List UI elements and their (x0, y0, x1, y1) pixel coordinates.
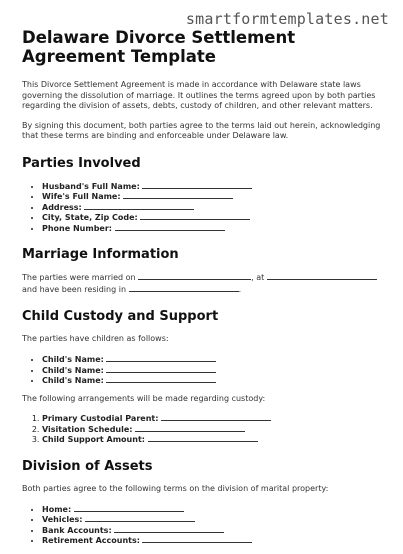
fill-in-blank[interactable] (123, 191, 233, 199)
fill-in-blank[interactable] (74, 504, 184, 512)
list-item (42, 223, 384, 234)
field-label: City, State, Zip Code: (42, 213, 138, 223)
parties-heading: Parties Involved (22, 155, 141, 171)
field-label: Primary Custodial Parent: (42, 414, 159, 424)
field-label: Child's Name: (42, 354, 104, 364)
fill-in-blank[interactable] (142, 535, 252, 543)
field-label: Child's Name: (42, 365, 104, 375)
field-label: Bank Accounts: (42, 525, 112, 535)
fill-in-blank[interactable] (135, 424, 245, 432)
assets-heading: Division of Assets (22, 459, 153, 475)
assets-intro: Both parties agree to the following terms on the division of marital property: (22, 484, 329, 494)
list-item (42, 354, 384, 365)
arrangements-list (22, 413, 384, 445)
list-item (42, 535, 384, 546)
fill-in-blank[interactable] (106, 365, 216, 373)
fill-in-blank[interactable] (148, 434, 258, 442)
marriage-date-line: The parties were married on , at (22, 272, 384, 284)
marriage-heading: Marriage Information (22, 247, 179, 263)
field-label: Child's Name: (42, 376, 104, 386)
parties-list (22, 181, 384, 234)
list-item (42, 525, 384, 536)
fill-in-blank[interactable] (115, 223, 225, 231)
custody-intro: The parties have children as follows: (22, 334, 169, 344)
field-label: Vehicles: (42, 515, 83, 525)
intro-paragraph-1: This Divorce Settlement Agreement is made in accordance with Delaware state laws governing the dissolution of marriage. It outlines the terms agreed upon by both parties regarding the division of assets, debts, custody of children, and other relevant matters. (22, 80, 376, 110)
field-label: Child Support Amount: (42, 435, 145, 445)
field-label: Retirement Accounts: (42, 536, 140, 546)
field-label: Phone Number: (42, 223, 112, 233)
fill-in-blank[interactable] (114, 525, 224, 533)
residence-line: and have been residing in . (22, 284, 242, 294)
custody-heading: Child Custody and Support (22, 309, 219, 325)
residence-blank[interactable] (129, 284, 239, 292)
assets-list (22, 504, 384, 546)
intro-paragraph-2: By signing this document, both parties agree to the terms laid out herein, acknowledging that these terms are binding and enforceable under Delaware law. (22, 120, 381, 140)
list-item (42, 424, 384, 435)
list-item (42, 375, 384, 386)
document-page (22, 28, 384, 554)
fill-in-blank[interactable] (106, 375, 216, 383)
field-label: Address: (42, 202, 82, 212)
arrangement-intro: The following arrangements will be made regarding custody: (22, 393, 266, 403)
fill-in-blank[interactable] (161, 413, 271, 421)
list-item (42, 413, 384, 424)
fill-in-blank[interactable] (142, 181, 252, 189)
list-item (42, 434, 384, 445)
field-label: Home: (42, 504, 72, 514)
site-watermark: smartformtemplates.net (185, 10, 389, 28)
list-item (42, 514, 384, 525)
marriage-place-blank[interactable] (267, 272, 377, 280)
field-label: Visitation Schedule: (42, 424, 133, 434)
list-item (42, 504, 384, 515)
children-list (22, 354, 384, 386)
field-label: Wife's Full Name: (42, 192, 121, 202)
list-item (42, 365, 384, 376)
list-item (42, 181, 384, 192)
list-item (42, 191, 384, 202)
list-item (42, 212, 384, 223)
fill-in-blank[interactable] (140, 212, 250, 220)
field-label: Husband's Full Name: (42, 181, 140, 191)
fill-in-blank[interactable] (84, 202, 194, 210)
fill-in-blank[interactable] (106, 354, 216, 362)
marriage-date-blank[interactable] (138, 272, 251, 280)
list-item (42, 202, 384, 213)
document-title: Delaware Divorce Settlement Agreement Template (22, 28, 296, 66)
